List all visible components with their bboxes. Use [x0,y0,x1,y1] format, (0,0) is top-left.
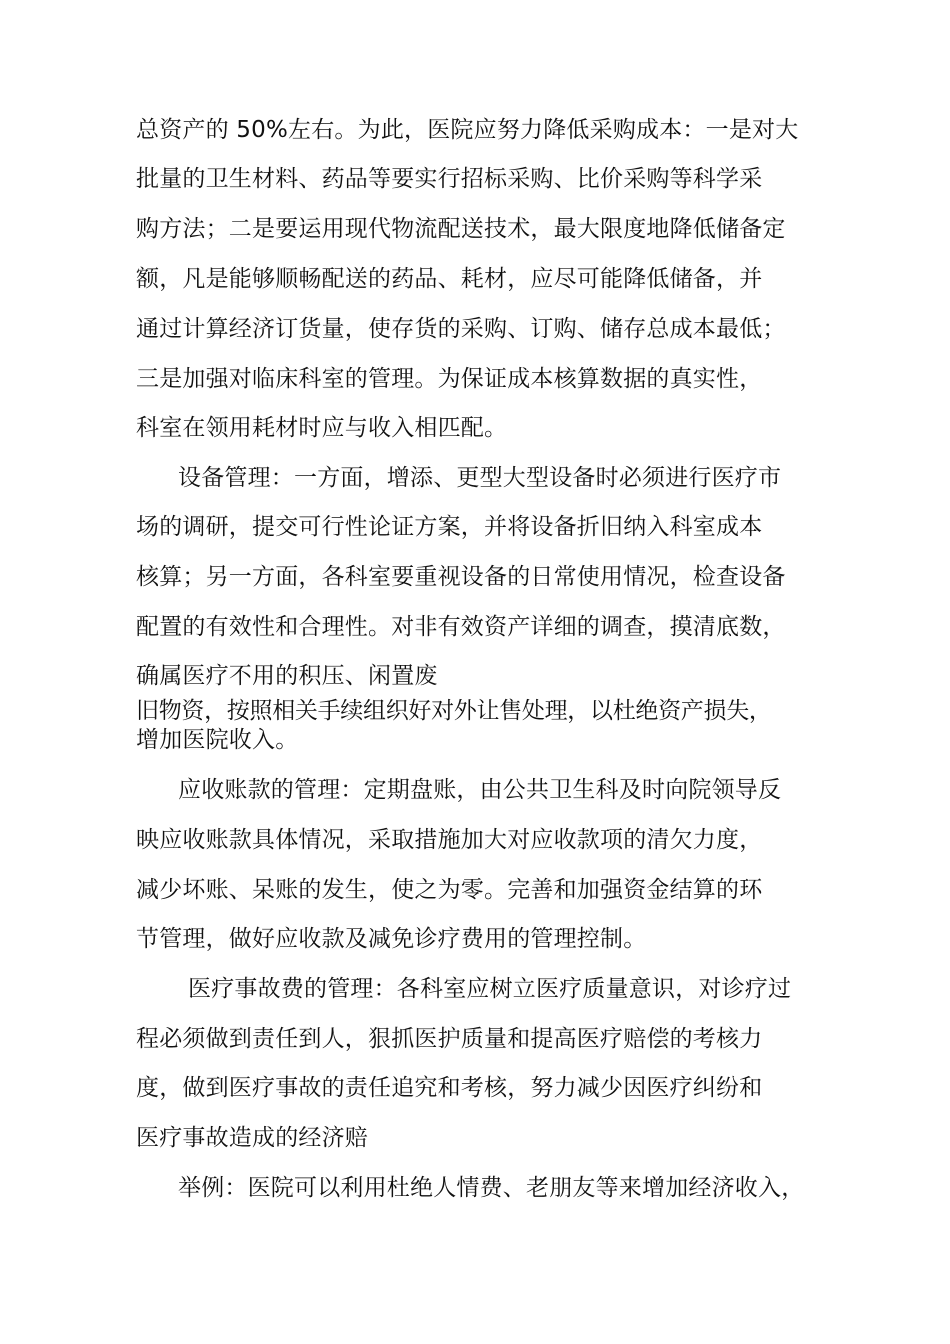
text-line: 举例：医院可以利用杜绝人情费、老朋友等来增加经济收入， [178,1175,805,1201]
text-line: 度，做到医疗事故的责任追究和考核，努力减少因医疗纠纷和 [136,1075,763,1101]
text-line: 旧物资，按照相关手续组织好对外让售处理，以杜绝资产损失， [136,698,772,724]
text-line: 映应收账款具体情况，采取措施加大对应收款项的清欠力度， [136,827,763,853]
text-line: 应收账款的管理：定期盘账，由公共卫生科及时向院领导反 [178,777,782,803]
text-line: 购方法；二是要运用现代物流配送技术，最大限度地降低储备定 [136,216,786,242]
text-line: 增加医院收入。 [136,727,299,753]
text-line: 核算；另一方面，各科室要重视设备的日常使用情况，检查设备 [136,564,786,590]
text-line: 减少坏账、呆账的发生，使之为零。完善和加强资金结算的环 [136,877,763,903]
text-line: 通过计算经济订货量，使存货的采购、订购、储存总成本最低； [136,316,786,342]
text-line: 节管理，做好应收款及减免诊疗费用的管理控制。 [136,926,647,952]
text-line: 设备管理：一方面，增添、更型大型设备时必须进行医疗市 [178,465,782,491]
text-line: 确属医疗不用的积压、闲置废 [136,663,438,689]
text-line: 场的调研，提交可行性论证方案，并将设备折旧纳入科室成本 [136,514,763,540]
text-line: 配置的有效性和合理性。对非有效资产详细的调查，摸清底数， [136,614,786,640]
text-line: 科室在领用耗材时应与收入相匹配。 [136,415,508,441]
text-line: 三是加强对临床科室的管理。为保证成本核算数据的真实性， [136,366,763,392]
text-line: 额，凡是能够顺畅配送的药品、耗材，应尽可能降低储备，并 [136,266,763,292]
text-line: 医疗事故费的管理：各科室应树立医疗质量意识，对诊疗过 [188,976,792,1002]
text-line: 程必须做到责任到人，狠抓医护质量和提高医疗赔偿的考核力 [136,1026,763,1052]
text-line: 批量的卫生材料、药品等要实行招标采购、比价采购等科学采 [136,166,763,192]
text-line: 总资产的 50%左右。为此，医院应努力降低采购成本：一是对大 [136,117,799,143]
text-line: 医疗事故造成的经济赔 [136,1125,368,1151]
